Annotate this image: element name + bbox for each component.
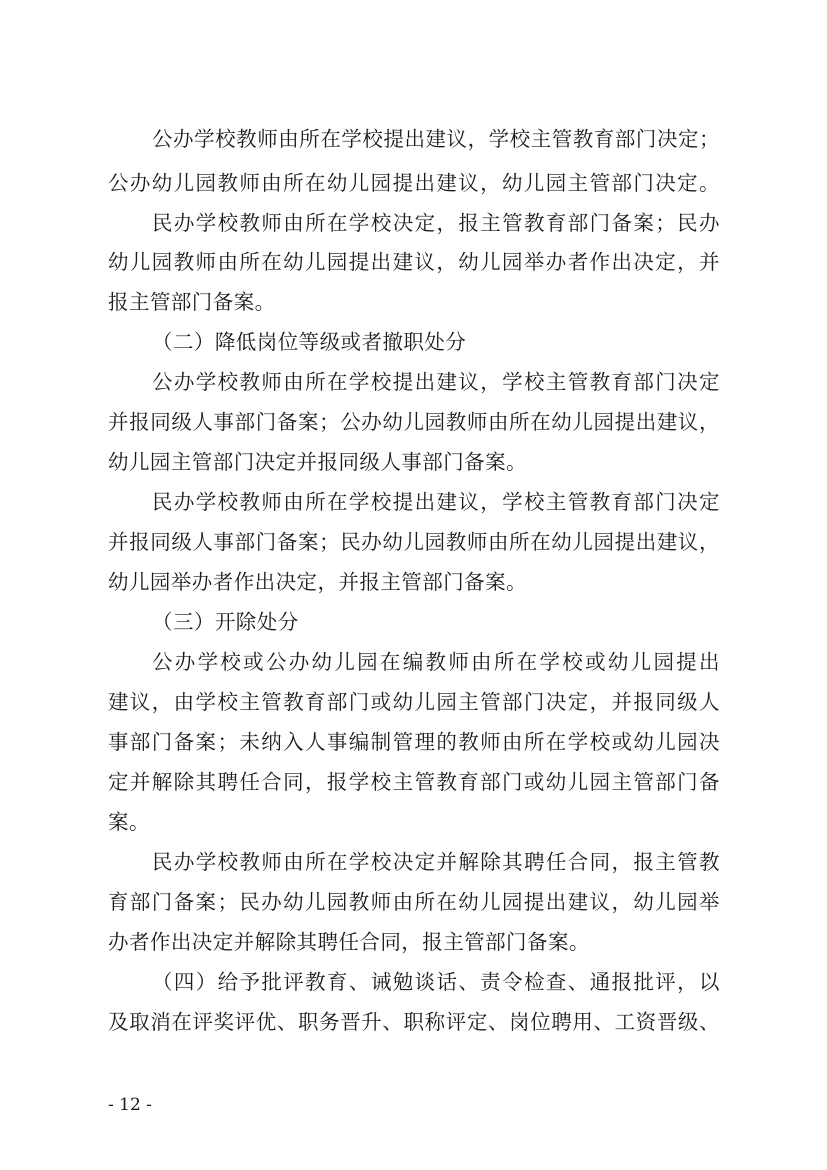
paragraph-6-line-3: 办者作出决定并解除其聘任合同，报主管部门备案。 <box>108 930 590 954</box>
paragraph-4-line-2: 并报同级人事部门备案；民办幼儿园教师由所在幼儿园提出建议， <box>108 530 720 554</box>
paragraph-2-line-3: 报主管部门备案。 <box>108 290 276 314</box>
paragraph-5-line-1: 公办学校或公办幼儿园在编教师由所在学校或幼儿园提出 <box>152 650 720 674</box>
paragraph-5-line-5: 案。 <box>108 810 150 834</box>
paragraph-7-line-2: 及取消在评奖评优、职务晋升、职称评定、岗位聘用、工资晋级、 <box>108 1010 720 1034</box>
paragraph-3-line-3: 幼儿园主管部门决定并报同级人事部门备案。 <box>108 450 527 474</box>
paragraph-6-line-2: 育部门备案；民办幼儿园教师由所在幼儿园提出建议，幼儿园举 <box>108 890 720 914</box>
paragraph-2-line-1: 民办学校教师由所在学校决定，报主管教育部门备案；民办 <box>152 211 720 235</box>
paragraph-5-line-4: 定并解除其聘任合同，报学校主管教育部门或幼儿园主管部门备 <box>108 770 720 794</box>
paragraph-6-line-1: 民办学校教师由所在学校决定并解除其聘任合同，报主管教 <box>152 850 720 874</box>
page-number: - 12 - <box>108 1095 152 1115</box>
paragraph-3-line-2: 并报同级人事部门备案；公办幼儿园教师由所在幼儿园提出建议， <box>108 410 720 434</box>
paragraph-1-line-1: 公办学校教师由所在学校提出建议，学校主管教育部门决定； <box>152 127 720 151</box>
section-heading-2: （二）降低岗位等级或者撤职处分 <box>152 330 467 354</box>
paragraph-4-line-3: 幼儿园举办者作出决定，并报主管部门备案。 <box>108 570 527 594</box>
paragraph-5-line-2: 建议，由学校主管教育部门或幼儿园主管部门决定，并报同级人 <box>108 690 720 714</box>
paragraph-2-line-2: 幼儿园教师由所在幼儿园提出建议，幼儿园举办者作出决定，并 <box>108 250 720 274</box>
paragraph-1-line-2: 公办幼儿园教师由所在幼儿园提出建议，幼儿园主管部门决定。 <box>108 171 720 195</box>
paragraph-3-line-1: 公办学校教师由所在学校提出建议，学校主管教育部门决定 <box>152 370 720 394</box>
paragraph-5-line-3: 事部门备案；未纳入人事编制管理的教师由所在学校或幼儿园决 <box>108 730 720 754</box>
paragraph-7-line-1: （四）给予批评教育、诫勉谈话、责令检查、通报批评，以 <box>152 970 720 994</box>
paragraph-4-line-1: 民办学校教师由所在学校提出建议，学校主管教育部门决定 <box>152 490 720 514</box>
section-heading-3: （三）开除处分 <box>152 610 299 634</box>
